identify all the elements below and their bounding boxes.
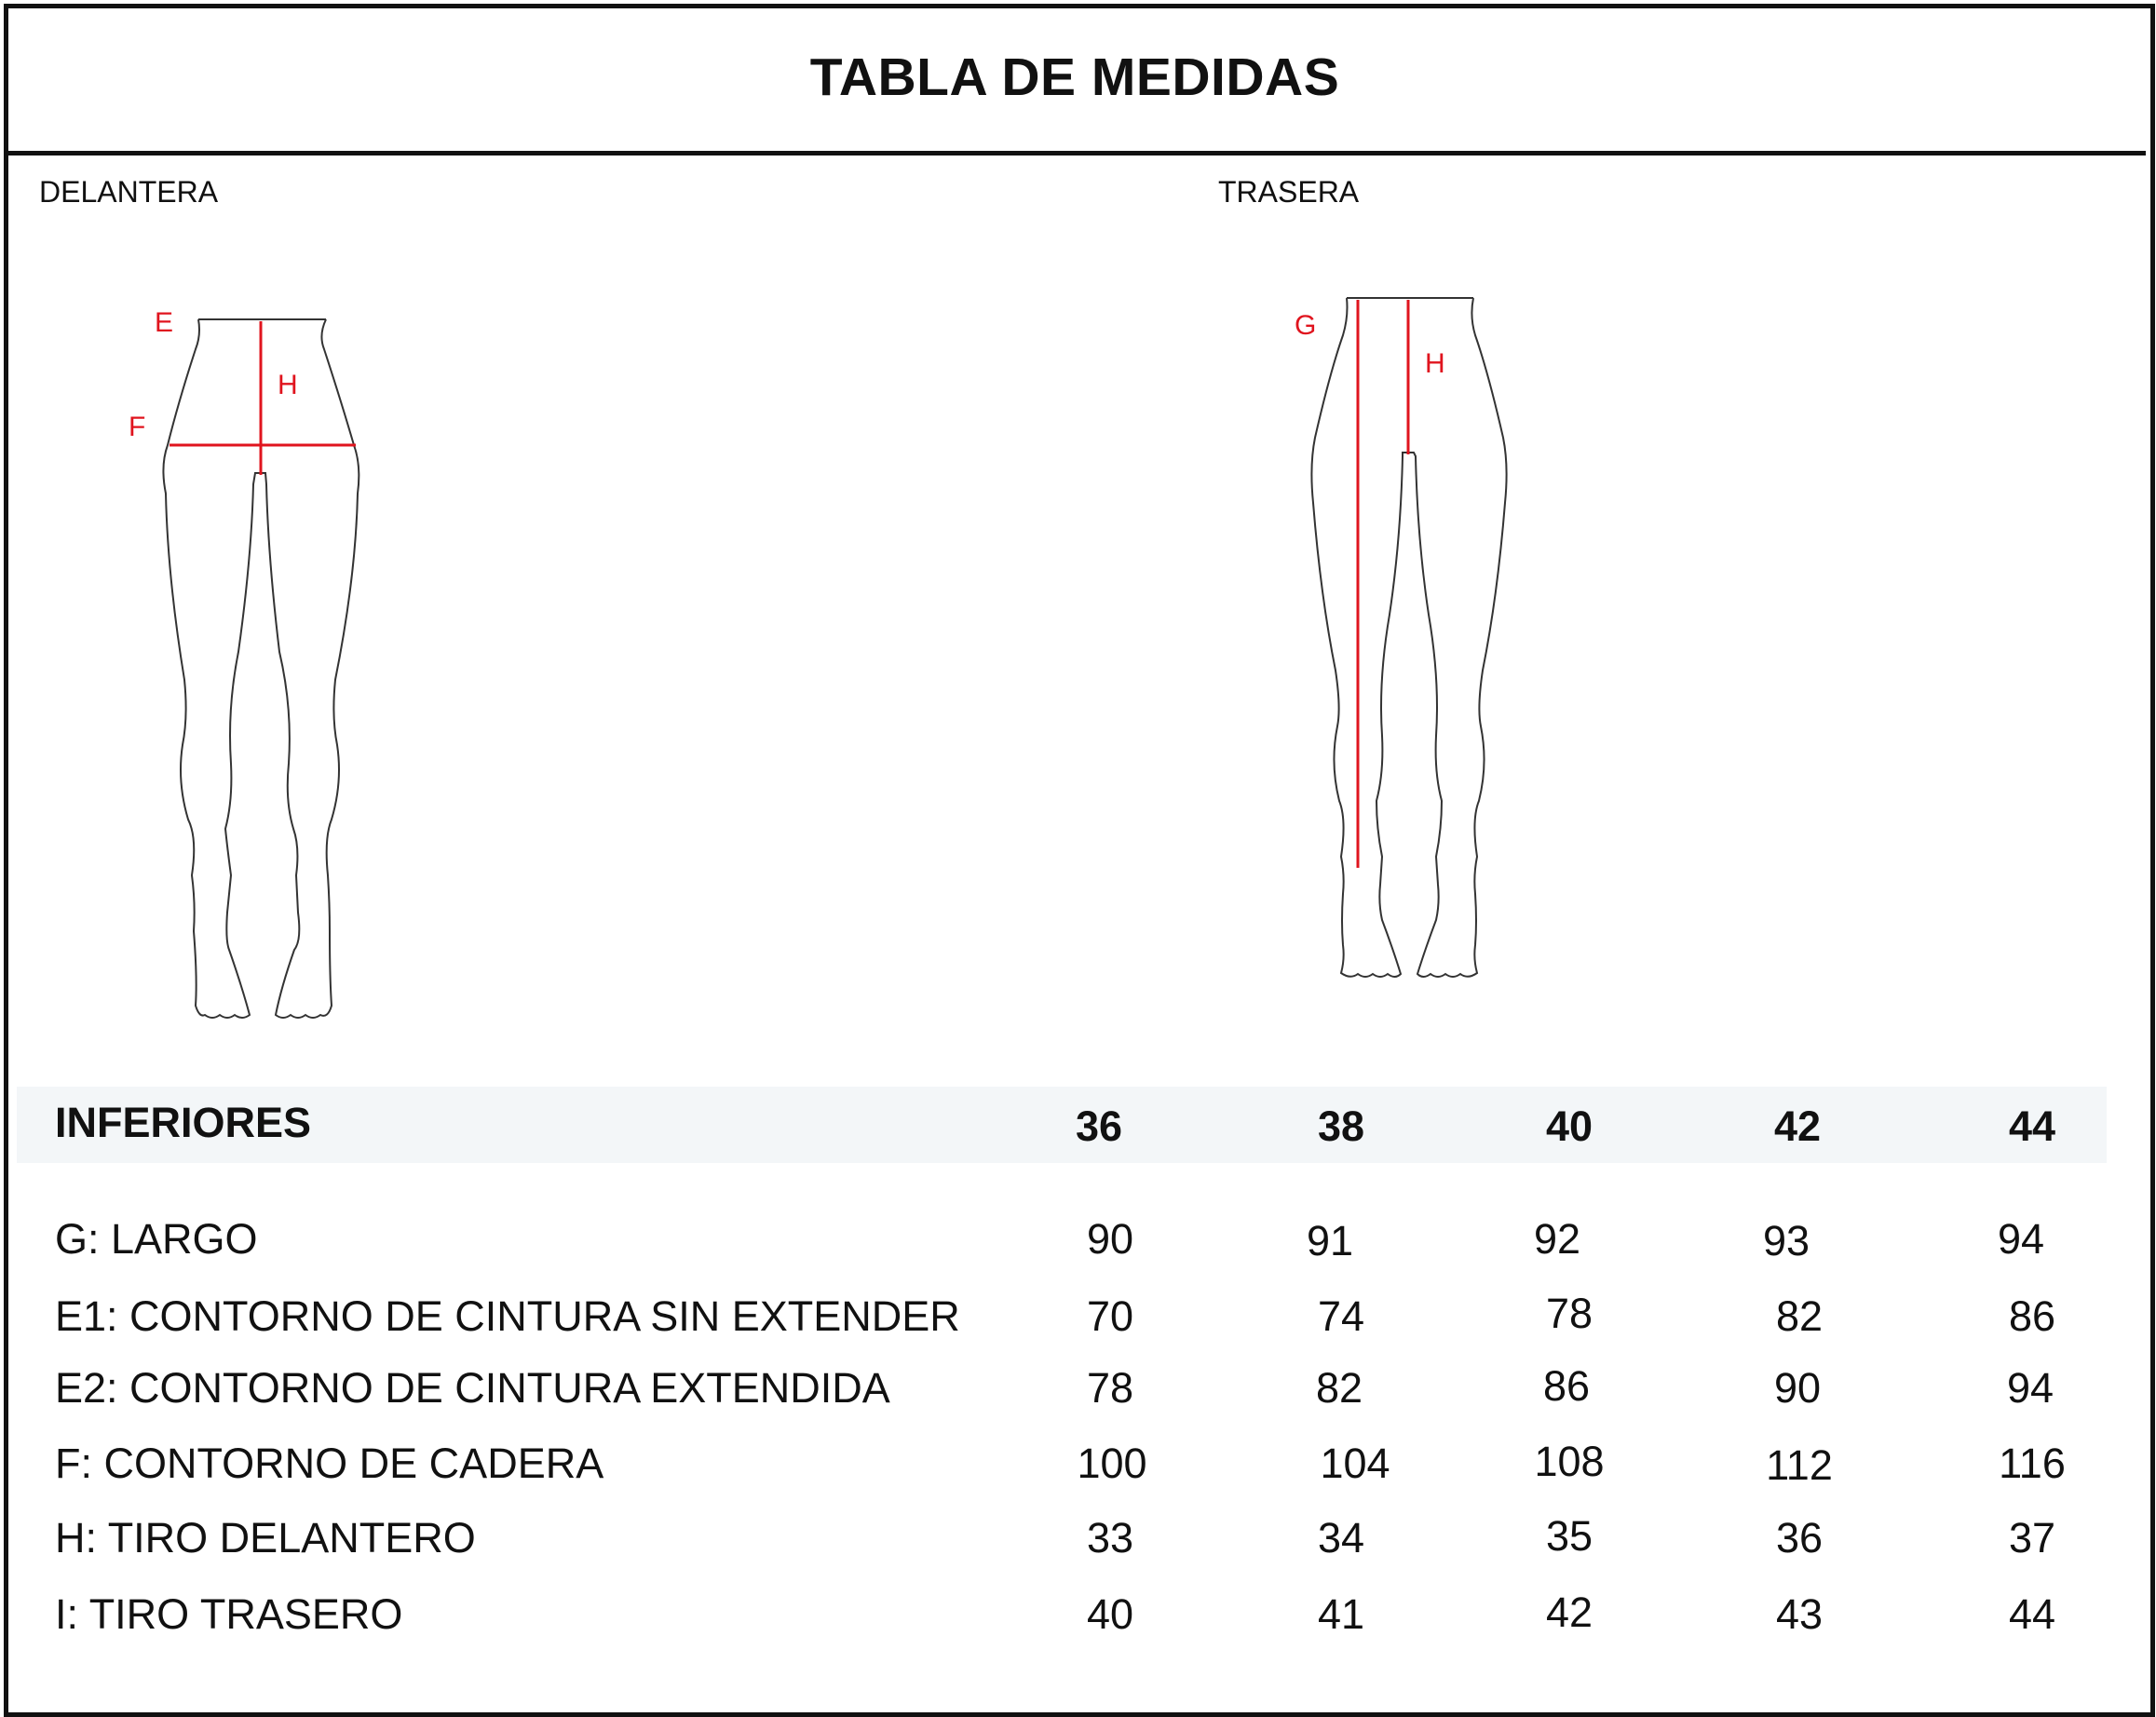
table-cell: 104 [1320,1440,1390,1487]
table-cell: 70 [1086,1292,1134,1340]
row-label: E2: CONTORNO DE CINTURA EXTENDIDA [55,1364,890,1412]
front-marker-waist: E [155,307,174,338]
table-cell: 78 [1545,1290,1593,1337]
table-cell: 74 [1317,1292,1365,1340]
table-cell: 44 [2008,1590,2056,1638]
table-cell: 86 [2008,1292,2056,1340]
table-cell: 93 [1762,1217,1810,1264]
back-leggings-diagram [1285,279,1537,1015]
row-label: G: LARGO [55,1215,258,1263]
title-bar [4,4,2146,155]
table-cell: 43 [1775,1590,1824,1638]
table-cell: 37 [2008,1514,2056,1562]
table-header-label: INFERIORES [55,1099,312,1146]
table-cell: 34 [1317,1514,1365,1562]
table-cell: 94 [2006,1364,2054,1412]
size-header-44: 44 [2008,1102,2056,1150]
size-header-38: 38 [1317,1102,1365,1150]
front-marker-rise: H [278,370,298,400]
back-measure-lines [1358,300,1408,868]
size-header-36: 36 [1075,1102,1123,1150]
table-cell: 86 [1542,1362,1591,1410]
front-marker-hip: F [129,412,146,442]
table-cell: 78 [1086,1364,1134,1412]
table-cell: 100 [1077,1440,1147,1487]
front-leggings-diagram [112,298,391,1034]
page-title: TABLA DE MEDIDAS [809,47,1340,107]
table-cell: 82 [1775,1292,1824,1340]
back-view-label: TRASERA [1218,175,1360,209]
row-label: E1: CONTORNO DE CINTURA SIN EXTENDER [55,1292,960,1340]
back-marker-rise: H [1425,348,1445,379]
table-cell: 82 [1315,1364,1363,1412]
row-label: F: CONTORNO DE CADERA [55,1440,604,1487]
table-cell: 90 [1773,1364,1822,1412]
table-cell: 40 [1086,1590,1134,1638]
table-cell: 90 [1086,1215,1134,1263]
row-label: I: TIRO TRASERO [55,1590,403,1638]
table-cell: 91 [1306,1217,1354,1264]
back-marker-length: G [1295,310,1317,341]
row-label: H: TIRO DELANTERO [55,1514,476,1562]
table-cell: 41 [1317,1590,1365,1638]
table-cell: 92 [1533,1215,1581,1263]
table-cell: 112 [1766,1441,1833,1489]
table-cell: 35 [1545,1512,1593,1560]
table-cell: 36 [1775,1514,1824,1562]
table-cell: 94 [1997,1215,2045,1263]
size-header-42: 42 [1773,1102,1822,1150]
table-cell: 42 [1545,1589,1593,1636]
table-cell: 108 [1534,1438,1605,1485]
size-header-40: 40 [1545,1102,1593,1150]
table-cell: 33 [1086,1514,1134,1562]
table-cell: 116 [1999,1440,2066,1487]
front-view-label: DELANTERA [39,175,219,209]
